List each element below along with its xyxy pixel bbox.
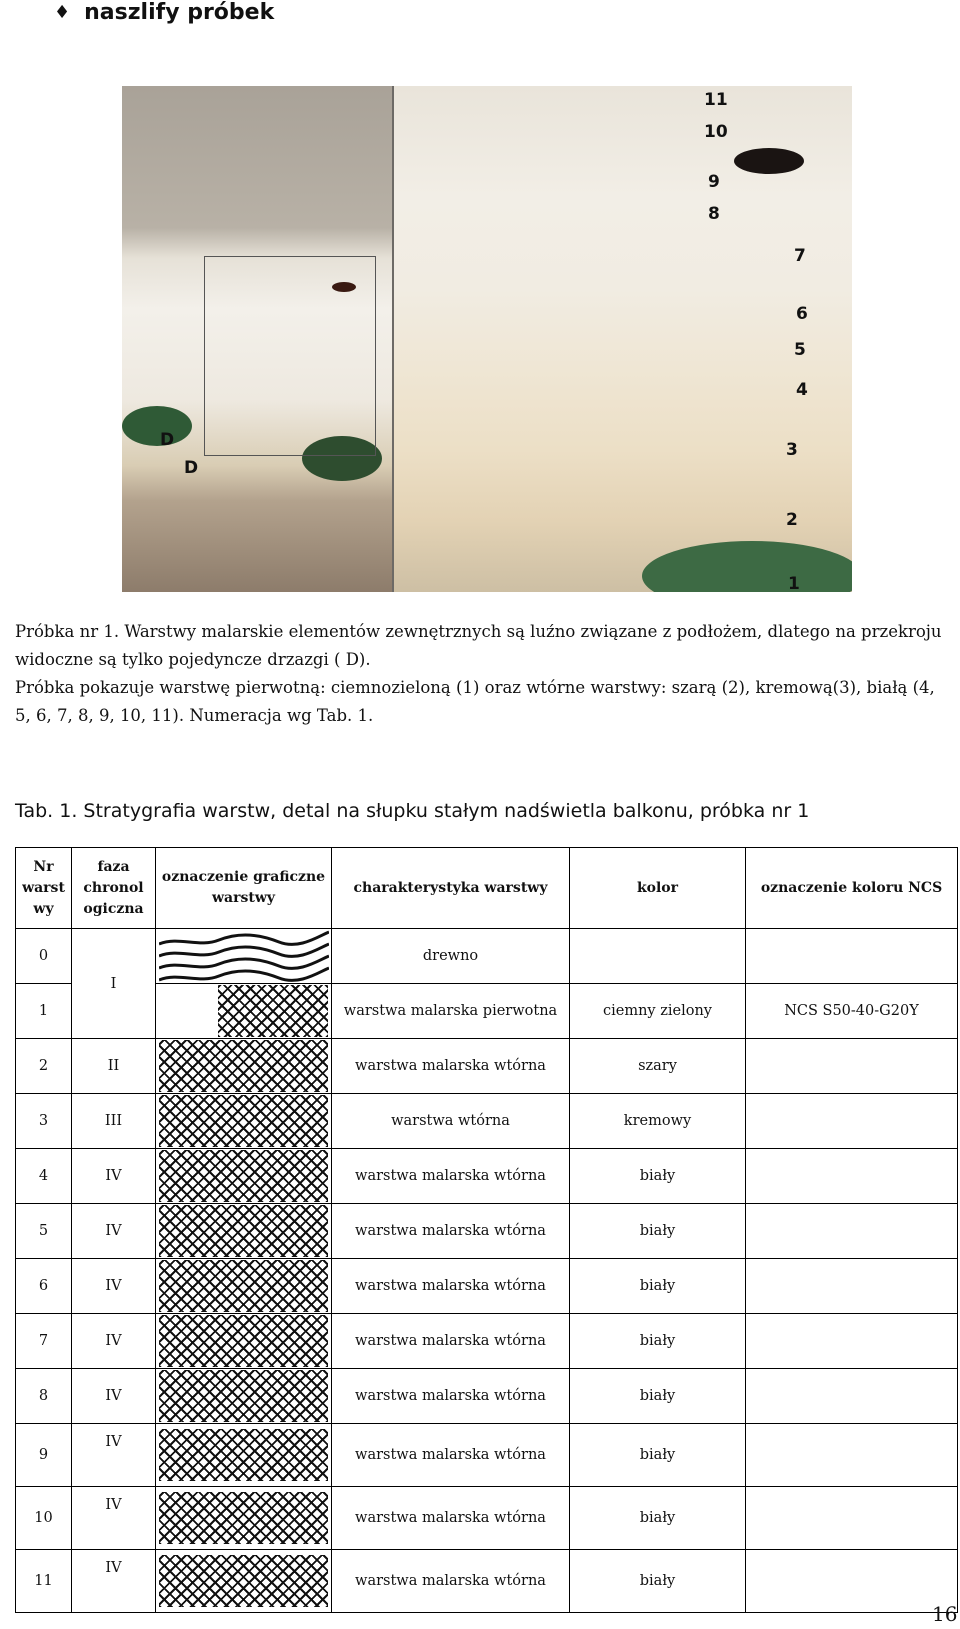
cell-kolor: biały [570, 1369, 746, 1424]
cell-char: warstwa malarska wtórna [332, 1369, 570, 1424]
cell-faza: III [72, 1094, 156, 1149]
cell-ncs [746, 1094, 958, 1149]
table-row [16, 1259, 958, 1314]
cell-kolor: biały [570, 1424, 746, 1487]
caption-line: Próbka pokazuje warstwę pierwotną: ciemnozieloną (1) oraz wtórne warstwy: szarą (2), kremową(3), białą (4, 5, 6, 7, 8, 9, 10, 11). Numeracja wg Tab. 1. [15, 678, 935, 725]
cell-pattern [156, 1314, 332, 1369]
cell-nr: 1 [16, 984, 72, 1039]
cell-pattern [156, 1487, 332, 1550]
cell-kolor: ciemny zielony [570, 984, 746, 1039]
cell-kolor: kremowy [570, 1094, 746, 1149]
cell-char: warstwa malarska wtórna [332, 1259, 570, 1314]
table-row [16, 1424, 958, 1487]
diamond-bullet-icon: ♦ [54, 2, 71, 23]
table-row [16, 929, 958, 984]
cell-char: warstwa malarska wtórna [332, 1314, 570, 1369]
cell-char: warstwa malarska wtórna [332, 1424, 570, 1487]
table-row [16, 1039, 958, 1094]
crosshatch-pattern [159, 1040, 328, 1092]
section-heading-text: naszlify próbek [84, 0, 275, 25]
photo-seam [392, 86, 394, 592]
cell-nr: 0 [16, 929, 72, 984]
section-heading [54, 0, 274, 25]
cell-kolor [570, 929, 746, 984]
green-paint-fragment [122, 406, 192, 446]
crosshatch-pattern [159, 1315, 328, 1367]
cell-kolor: szary [570, 1039, 746, 1094]
cell-pattern [156, 1204, 332, 1259]
wood-grain-pattern [159, 930, 328, 982]
cell-ncs [746, 1149, 958, 1204]
cell-pattern [156, 1550, 332, 1613]
caption-line: Próbka nr 1. Warstwy malarskie elementów zewnętrznych są luźno związane z podłożem, dlatego na przekroju widoczne są tylko pojedyncze drzazgi ( D). [15, 622, 942, 669]
cell-char: warstwa malarska wtórna [332, 1039, 570, 1094]
cell-ncs [746, 1369, 958, 1424]
cell-faza: IV [72, 1259, 156, 1314]
crosshatch-pattern [159, 1370, 328, 1422]
cell-faza: IV [72, 1424, 156, 1487]
crosshatch-pattern [159, 1260, 328, 1312]
page-number: 16 [932, 1602, 958, 1626]
crosshatch-pattern [159, 1492, 328, 1544]
cell-ncs [746, 1039, 958, 1094]
layer-label-9: 9 [708, 172, 720, 192]
cell-nr: 7 [16, 1314, 72, 1369]
layer-label-2: 2 [786, 510, 798, 530]
table-row [16, 1204, 958, 1259]
crosshatch-pattern [159, 1150, 328, 1202]
cell-char: warstwa wtórna [332, 1094, 570, 1149]
table-header-row [16, 848, 958, 929]
header-kolor: kolor [570, 848, 746, 929]
layer-label-7: 7 [794, 246, 806, 266]
cell-char: warstwa malarska pierwotna [332, 984, 570, 1039]
layer-label-4: 4 [796, 380, 808, 400]
layer-label-10: 10 [704, 122, 728, 142]
table-title: Tab. 1. Stratygrafia warstw, detal na słupku stałym nadświetla balkonu, próbka nr 1 [15, 800, 810, 822]
splinter-label: D [184, 458, 199, 478]
cell-nr: 6 [16, 1259, 72, 1314]
cell-nr: 5 [16, 1204, 72, 1259]
cell-faza: IV [72, 1369, 156, 1424]
table-row [16, 984, 958, 1039]
layer-label-11: 11 [704, 90, 728, 110]
cell-ncs [746, 1204, 958, 1259]
cell-char: warstwa malarska wtórna [332, 1204, 570, 1259]
table-row [16, 1369, 958, 1424]
header-ncs: oznaczenie koloru NCS [746, 848, 958, 929]
cell-pattern [156, 1369, 332, 1424]
crosshatch-pattern [159, 1429, 328, 1481]
cell-pattern [156, 929, 332, 984]
table-row [16, 1487, 958, 1550]
cell-ncs [746, 1424, 958, 1487]
cell-ncs: NCS S50-40-G20Y [746, 984, 958, 1039]
cell-nr: 11 [16, 1550, 72, 1613]
cell-pattern [156, 1424, 332, 1487]
crosshatch-pattern [159, 1555, 328, 1607]
cell-char: warstwa malarska wtórna [332, 1149, 570, 1204]
cell-pattern [156, 1094, 332, 1149]
cell-pattern [156, 1039, 332, 1094]
cell-char: warstwa malarska wtórna [332, 1550, 570, 1613]
table-row [16, 1149, 958, 1204]
layer-label-5: 5 [794, 340, 806, 360]
table-row [16, 1550, 958, 1613]
header-grafika: oznaczenie graficzne warstwy [156, 848, 332, 929]
stratigraphy-table [15, 847, 958, 1613]
cell-pattern [156, 1259, 332, 1314]
crosshatch-pattern [218, 985, 328, 1037]
cell-kolor: biały [570, 1149, 746, 1204]
cell-kolor: biały [570, 1550, 746, 1613]
cross-section-photo [122, 86, 852, 592]
cell-nr: 9 [16, 1424, 72, 1487]
table-row [16, 1314, 958, 1369]
cell-faza: I [72, 929, 156, 1039]
cell-nr: 2 [16, 1039, 72, 1094]
layer-label-8: 8 [708, 204, 720, 224]
header-charakterystyka: charakterystyka warstwy [332, 848, 570, 929]
cell-faza: IV [72, 1487, 156, 1550]
header-nr: Nr warst wy [16, 848, 72, 929]
cell-pattern [156, 1149, 332, 1204]
green-paint-fragment [642, 541, 852, 592]
cell-faza: IV [72, 1550, 156, 1613]
header-faza: faza chronol ogiczna [72, 848, 156, 929]
cell-nr: 4 [16, 1149, 72, 1204]
cell-kolor: biały [570, 1314, 746, 1369]
cell-char: drewno [332, 929, 570, 984]
cell-ncs [746, 929, 958, 984]
cell-faza: II [72, 1039, 156, 1094]
splinter-label: D [160, 430, 175, 450]
detail-frame [204, 256, 376, 456]
layer-label-6: 6 [796, 304, 808, 324]
cell-pattern [156, 984, 332, 1039]
cell-nr: 10 [16, 1487, 72, 1550]
cell-ncs [746, 1487, 958, 1550]
dark-inclusion [734, 148, 804, 174]
cell-ncs [746, 1259, 958, 1314]
cell-kolor: biały [570, 1487, 746, 1550]
cell-faza: IV [72, 1314, 156, 1369]
crosshatch-pattern [159, 1205, 328, 1257]
cell-ncs [746, 1314, 958, 1369]
cell-ncs [746, 1550, 958, 1613]
cell-faza: IV [72, 1204, 156, 1259]
table-row [16, 1094, 958, 1149]
crosshatch-pattern [159, 1095, 328, 1147]
cell-nr: 3 [16, 1094, 72, 1149]
layer-label-3: 3 [786, 440, 798, 460]
photo-caption [15, 618, 955, 730]
cell-kolor: biały [570, 1204, 746, 1259]
cell-char: warstwa malarska wtórna [332, 1487, 570, 1550]
cell-kolor: biały [570, 1259, 746, 1314]
cell-nr: 8 [16, 1369, 72, 1424]
cell-faza: IV [72, 1149, 156, 1204]
layer-label-1: 1 [788, 574, 800, 592]
